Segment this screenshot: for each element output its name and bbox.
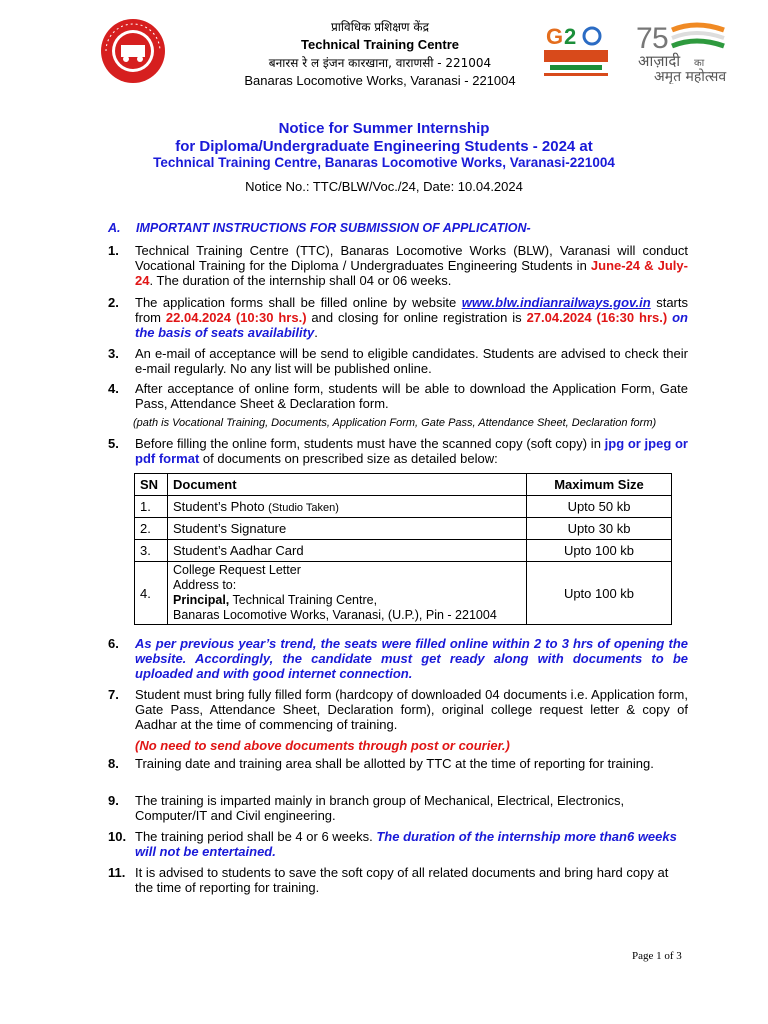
documents-table — [134, 473, 672, 625]
address-label: Address to: — [173, 578, 237, 592]
instruction-text: An e-mail of acceptance will be send to eligible candidates. Students are advised to check their e-mail regularly. No any list will be published online. — [135, 346, 688, 376]
instruction-number: 9. — [108, 793, 119, 808]
row-document — [168, 496, 527, 518]
header-hindi-address: बनारस रे ल इंजन कारखाना, वाराणसी - 221004 — [268, 56, 492, 70]
table-row — [135, 540, 672, 562]
header-english-name: Technical Training Centre — [301, 37, 459, 52]
svg-text:अमृत महोत्सव: अमृत महोत्सव — [654, 69, 727, 84]
instruction-text: Training date and training area shall be allotted by TTC at the time of reporting for training. — [135, 756, 654, 771]
row-sn: 3. — [135, 540, 168, 562]
instruction-text: . The duration of the internship shall 04 or 06 weeks. — [149, 273, 452, 288]
instruction-8 — [108, 756, 688, 771]
g20-logo — [540, 20, 612, 82]
notice-number: Notice No.: TTC/BLW/Voc./24, Date: 10.04.2024 — [245, 179, 523, 194]
row-sn: 1. — [135, 496, 168, 518]
table-row — [135, 496, 672, 518]
file-format-note: jpg or jpeg or pdf format — [135, 436, 688, 466]
notice-title-line2: for Diploma/Undergraduate Engineering Students - 2024 at — [175, 138, 593, 155]
svg-text:आज़ादी: आज़ादी — [638, 52, 681, 70]
svg-text:G: G — [546, 24, 564, 49]
no-post-note: (No need to send above documents through post or courier.) — [135, 738, 510, 753]
page-number: Page 1 of 3 — [632, 950, 682, 962]
instruction-text: The application forms shall be filled online by website — [135, 295, 462, 310]
instruction-text: Student must bring fully filled form (hardcopy of downloaded 04 documents i.e. Application form, Gate Pass, Attendance Sheet, Declaration form), original college request letter & copy of Aadhar at the time of commencing of training. — [135, 687, 688, 732]
instruction-4 — [108, 381, 688, 411]
instruction-10 — [108, 829, 688, 859]
row-document — [168, 562, 527, 625]
table-header-row — [135, 474, 672, 496]
section-a-title: IMPORTANT INSTRUCTIONS FOR SUBMISSION OF APPLICATION- — [136, 221, 531, 235]
row-sn: 2. — [135, 518, 168, 540]
header-sn: SN — [135, 474, 168, 496]
instruction-text: The training period shall be 4 or 6 weeks. — [135, 829, 377, 844]
instruction-6 — [108, 636, 688, 681]
instruction-number: 2. — [108, 295, 119, 310]
instruction-5 — [108, 436, 688, 466]
duration-warning: The duration of the internship more than6 weeks will not be entertained. — [135, 829, 677, 859]
header-max-size: Maximum Size — [527, 474, 672, 496]
svg-text:7: 7 — [636, 22, 653, 55]
instruction-9 — [108, 793, 688, 823]
row-max-size: Upto 100 kb — [527, 562, 672, 625]
instruction-number: 8. — [108, 756, 119, 771]
row-document: Student’s Aadhar Card — [168, 540, 527, 562]
instruction-text: After acceptance of online form, students will be able to download the Application Form, Gate Pass, Attendance Sheet & Declaration form. — [135, 381, 688, 411]
download-path-note: (path is Vocational Training, Documents, Application Form, Gate Pass, Attendance Sheet, Declaration form) — [133, 417, 657, 429]
table-row — [135, 518, 672, 540]
instruction-text: and closing for online registration is — [306, 310, 527, 325]
notice-title-line1: Notice for Summer Internship — [278, 120, 490, 137]
instruction-number: 1. — [108, 243, 119, 258]
instruction-text: It is advised to students to save the soft copy of all related documents and bring hard copy at the time of reporting for training. — [135, 865, 669, 895]
svg-text:2: 2 — [564, 24, 577, 49]
notice-title-line3: Technical Training Centre, Banaras Locomotive Works, Varanasi-221004 — [153, 155, 615, 170]
instruction-text: As per previous year’s trend, the seats were filled online within 2 to 3 hrs of opening the website. Accordingly, the candidate must get ready along with documents to be uploaded and with good internet connection. — [135, 636, 688, 681]
instruction-text: The training is imparted mainly in branch group of Mechanical, Electrical, Electronics, Computer/IT and Civil engineering. — [135, 793, 625, 823]
instruction-number: 11. — [108, 865, 126, 880]
row-max-size: Upto 30 kb — [527, 518, 672, 540]
instruction-2 — [108, 295, 688, 340]
table-row — [135, 562, 672, 625]
document-name: Student’s Photo — [173, 499, 269, 514]
header-block — [200, 18, 560, 90]
blw-website-link[interactable]: www.blw.indianrailways.gov.in — [461, 295, 651, 310]
section-a-label: A. — [108, 221, 121, 235]
instruction-text: Technical Training Centre (TTC), Banaras Locomotive Works (BLW), Varanasi will conduct Vocational Training for the Diploma / Undergraduates Engineering Students in — [135, 243, 688, 273]
document-note: (Studio Taken) — [268, 502, 339, 514]
instruction-11 — [108, 865, 688, 895]
instruction-text: starts from — [135, 295, 688, 325]
instruction-number: 6. — [108, 636, 119, 651]
instruction-3 — [108, 346, 688, 376]
seat-availability-note: on the basis of seats availability — [135, 310, 688, 340]
address-line: Technical Training Centre, — [229, 593, 378, 607]
instruction-text: of documents on prescribed size as detailed below: — [199, 451, 498, 466]
row-max-size: Upto 100 kb — [527, 540, 672, 562]
instruction-number: 3. — [108, 346, 119, 361]
training-months: June-24 & July-24 — [135, 258, 688, 288]
instruction-number: 10. — [108, 829, 127, 844]
instruction-number: 5. — [108, 436, 119, 451]
svg-text:का: का — [694, 58, 705, 69]
row-sn: 4. — [135, 562, 168, 625]
address-line: Banaras Locomotive Works, Varanasi, (U.P.), Pin - 221004 — [173, 608, 497, 622]
instruction-text: Before filling the online form, students must have the scanned copy (soft copy) in — [135, 436, 605, 451]
registration-close-date: 27.04.2024 (16:30 hrs.) — [526, 310, 668, 325]
registration-start-date: 22.04.2024 (10:30 hrs.) — [165, 310, 307, 325]
instruction-number: 7. — [108, 687, 119, 702]
header-hindi-name: प्राविधिक प्रशिक्षण केंद्र — [330, 20, 429, 34]
principal-label: Principal, — [173, 593, 230, 607]
azadi-ka-amrit-mahotsav-logo — [632, 18, 736, 84]
document-name: College Request Letter — [173, 563, 301, 577]
instruction-number: 4. — [108, 381, 119, 396]
header-english-address: Banaras Locomotive Works, Varanasi - 221004 — [244, 73, 516, 88]
row-document: Student’s Signature — [168, 518, 527, 540]
instruction-1 — [108, 243, 688, 288]
section-a-heading — [108, 221, 531, 235]
indian-railways-logo — [100, 18, 166, 84]
svg-text:5: 5 — [652, 22, 669, 55]
row-max-size: Upto 50 kb — [527, 496, 672, 518]
header-document: Document — [168, 474, 527, 496]
instruction-text: . — [314, 325, 318, 340]
instruction-7 — [108, 687, 688, 753]
